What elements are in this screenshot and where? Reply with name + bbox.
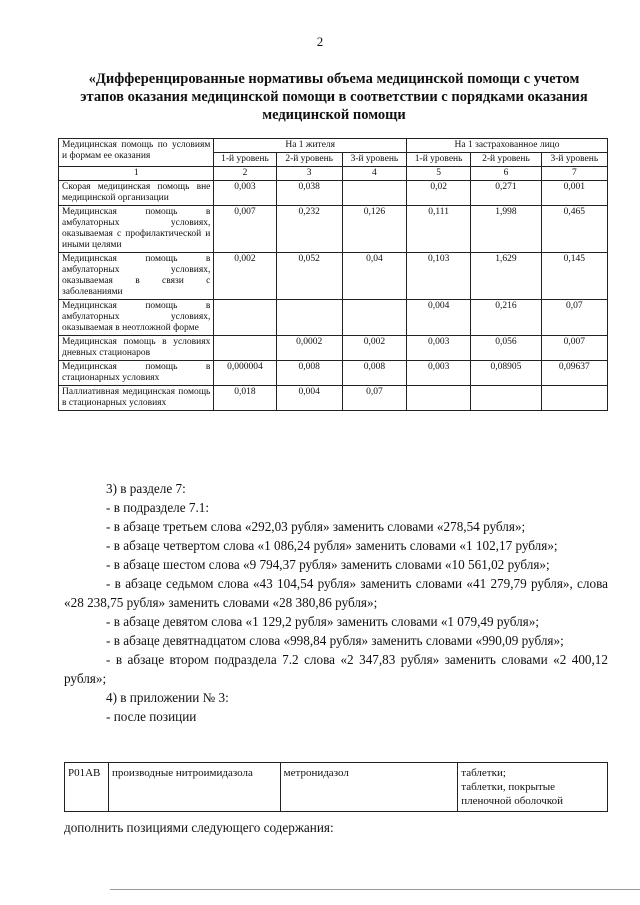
- table-row: [59, 361, 608, 386]
- value-cell: [214, 300, 276, 336]
- atc-group: производные нитроимидазола: [108, 763, 280, 812]
- level-header: 3-й уровень: [541, 153, 607, 167]
- value-cell: 0,008: [342, 361, 406, 386]
- header-per-insured: На 1 застрахованное лицо: [407, 139, 608, 153]
- paragraph: - в абзаце втором подраздела 7.2 слова «2 347,83 рубля» заменить словами «2 400,12 рубля»;: [64, 652, 608, 686]
- value-cell: 0,052: [276, 253, 342, 300]
- value-cell: 0,003: [407, 336, 471, 361]
- index-cell: 3: [276, 167, 342, 181]
- value-cell: 0,018: [214, 386, 276, 411]
- dosage-form: таблетки;: [461, 767, 506, 779]
- value-cell: [541, 386, 607, 411]
- value-cell: 0,09637: [541, 361, 607, 386]
- table-row: [59, 253, 608, 300]
- value-cell: 0,02: [407, 181, 471, 206]
- level-header: 1-й уровень: [407, 153, 471, 167]
- page-number: 2: [316, 34, 324, 49]
- value-cell: 0,216: [471, 300, 541, 336]
- value-cell: 0,103: [407, 253, 471, 300]
- document-title: «Дифференцированные нормативы объема медицинской помощи с учетом этапов оказания медицинской помощи в соответствии с порядками оказания медицинской помощи: [80, 71, 588, 123]
- index-cell: 5: [407, 167, 471, 181]
- value-cell: 1,998: [471, 206, 541, 253]
- value-cell: 1,629: [471, 253, 541, 300]
- position-table: [64, 762, 608, 812]
- header-per-resident: На 1 жителя: [214, 139, 407, 153]
- value-cell: 0,111: [407, 206, 471, 253]
- value-cell: 0,004: [407, 300, 471, 336]
- value-cell: 0,04: [342, 253, 406, 300]
- table-row: [59, 336, 608, 361]
- level-header: 1-й уровень: [214, 153, 276, 167]
- level-header: 3-й уровень: [342, 153, 406, 167]
- footer-divider: [110, 889, 640, 890]
- row-label: Медицинская помощь в амбулаторных условиях, оказываемая с профилактической и иными целями: [59, 206, 214, 253]
- header-conditions: Медицинская помощь по условиям и формам ее оказания: [59, 139, 214, 167]
- value-cell: 0,08905: [471, 361, 541, 386]
- value-cell: [276, 300, 342, 336]
- row-label: Паллиативная медицинская помощь в стационарных условиях: [59, 386, 214, 411]
- index-cell: 2: [214, 167, 276, 181]
- row-label: Медицинская помощь в стационарных условиях: [59, 361, 214, 386]
- paragraph: - в абзаце девятнадцатом слова «998,84 рубля» заменить словами «990,09 рубля»;: [106, 633, 564, 648]
- value-cell: 0,000004: [214, 361, 276, 386]
- value-cell: 0,007: [214, 206, 276, 253]
- value-cell: 0,07: [541, 300, 607, 336]
- index-row: [59, 167, 608, 181]
- drug-name: метронидазол: [280, 763, 458, 812]
- value-cell: 0,004: [276, 386, 342, 411]
- value-cell: 0,001: [541, 181, 607, 206]
- value-cell: 0,465: [541, 206, 607, 253]
- paragraph: 4) в приложении № 3:: [106, 690, 229, 705]
- paragraph: - в абзаце девятом слова «1 129,2 рубля» заменить словами «1 079,49 рубля»;: [106, 614, 539, 629]
- paragraph: - в абзаце четвертом слова «1 086,24 рубля» заменить словами «1 102,17 рубля»;: [106, 538, 558, 553]
- table-row: [59, 206, 608, 253]
- value-cell: [342, 300, 406, 336]
- amendments-text: [64, 479, 608, 726]
- value-cell: 0,145: [541, 253, 607, 300]
- paragraph: - в абзаце седьмом слова «43 104,54 рубля» заменить словами «41 279,79 рубля», слова «28 238,75 рубля» заменить словами «28 380,86 рубля»;: [64, 576, 608, 610]
- index-cell: 4: [342, 167, 406, 181]
- paragraph: - после позиции: [106, 709, 197, 724]
- dosage-form: таблетки, покрытые пленочной оболочкой: [461, 781, 564, 807]
- table-row: [59, 300, 608, 336]
- index-cell: 1: [59, 167, 214, 181]
- paragraph: - в абзаце шестом слова «9 794,37 рубля» заменить словами «10 561,02 рубля»;: [106, 557, 550, 572]
- value-cell: 0,002: [342, 336, 406, 361]
- table-row: [59, 181, 608, 206]
- value-cell: 0,0002: [276, 336, 342, 361]
- value-cell: [407, 386, 471, 411]
- table-row: [59, 386, 608, 411]
- paragraph: - в абзаце третьем слова «292,03 рубля» заменить словами «278,54 рубля»;: [106, 519, 526, 534]
- value-cell: [471, 386, 541, 411]
- paragraph: - в подразделе 7.1:: [106, 500, 210, 515]
- closing-text: дополнить позициями следующего содержания:: [64, 820, 334, 835]
- index-cell: 7: [541, 167, 607, 181]
- value-cell: 0,232: [276, 206, 342, 253]
- row-label: Скорая медицинская помощь вне медицинской организации: [59, 181, 214, 206]
- row-label: Медицинская помощь в амбулаторных условиях, оказываемая в неотложной форме: [59, 300, 214, 336]
- value-cell: [214, 336, 276, 361]
- paragraph: 3) в разделе 7:: [106, 481, 186, 496]
- value-cell: [342, 181, 406, 206]
- value-cell: 0,002: [214, 253, 276, 300]
- atc-code: P01AB: [65, 763, 109, 812]
- value-cell: 0,07: [342, 386, 406, 411]
- value-cell: 0,003: [407, 361, 471, 386]
- value-cell: 0,056: [471, 336, 541, 361]
- value-cell: 0,007: [541, 336, 607, 361]
- value-cell: 0,126: [342, 206, 406, 253]
- value-cell: 0,271: [471, 181, 541, 206]
- index-cell: 6: [471, 167, 541, 181]
- level-header: 2-й уровень: [276, 153, 342, 167]
- position-row: [65, 763, 608, 812]
- row-label: Медицинская помощь в амбулаторных условиях, оказываемая в связи с заболеваниями: [59, 253, 214, 300]
- row-label: Медицинская помощь в условиях дневных стационаров: [59, 336, 214, 361]
- dosage-forms: [458, 763, 608, 812]
- value-cell: 0,038: [276, 181, 342, 206]
- norms-table: [58, 138, 608, 411]
- level-header: 2-й уровень: [471, 153, 541, 167]
- value-cell: 0,003: [214, 181, 276, 206]
- value-cell: 0,008: [276, 361, 342, 386]
